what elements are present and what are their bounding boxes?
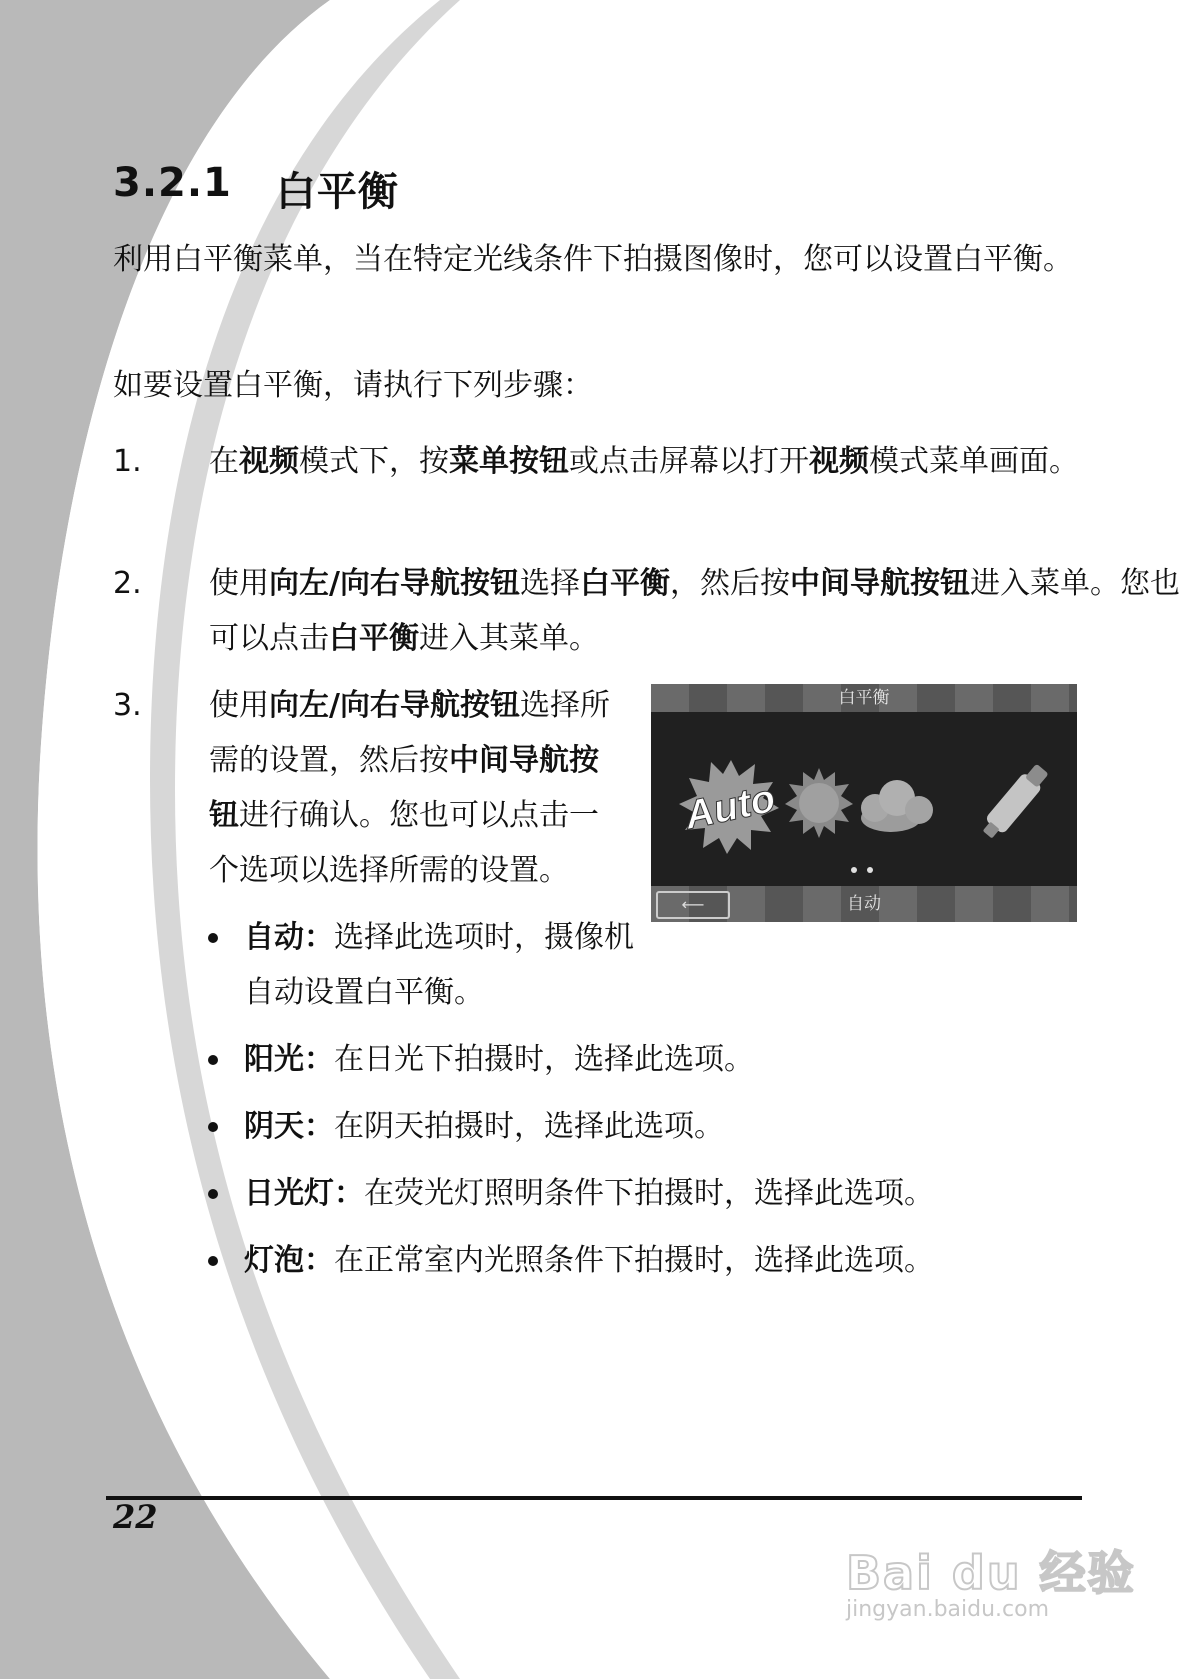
watermark-logo: Bai du 经验 [846, 1546, 1136, 1600]
text-run: 使用 [209, 566, 269, 601]
lead-paragraph: 如要设置白平衡，请执行下列步骤： [113, 368, 593, 403]
bold-term: 中间导航按钮 [209, 743, 599, 833]
option-name: 阳光： [244, 1042, 334, 1077]
bold-term: 菜单按钮 [449, 444, 569, 479]
option-desc: 在阴天拍摄时，选择此选项。 [334, 1109, 724, 1144]
section-heading [113, 160, 399, 217]
sun-icon [785, 768, 853, 838]
option-item [208, 1166, 1108, 1221]
option-name: 灯泡： [244, 1243, 334, 1278]
baidu-watermark [846, 1505, 1136, 1625]
menu-header-bar [651, 684, 1077, 712]
option-item [208, 1032, 1108, 1087]
option-list [208, 910, 1108, 1300]
step-number: 1. [113, 444, 142, 479]
option-item [208, 1233, 1108, 1288]
bold-term: 白平衡 [329, 621, 419, 656]
step-number: 3. [113, 688, 142, 723]
step-text [209, 556, 1191, 666]
text-run: 在 [209, 444, 239, 479]
fluorescent-tube-icon [978, 761, 1052, 842]
menu-selected-option: 自动 [847, 894, 881, 914]
return-arrow-icon: ⟵ [681, 895, 705, 914]
bullet-icon [208, 1256, 218, 1266]
footer-rule [106, 1496, 1082, 1500]
option-desc: 在正常室内光照条件下拍摄时，选择此选项。 [334, 1243, 934, 1278]
text-run: 或点击屏幕以打开 [569, 444, 809, 479]
option-item [208, 910, 644, 1020]
text-run: 模式菜单画面。 [869, 444, 1079, 479]
bold-term: 白平衡 [579, 566, 670, 601]
option-name: 阴天： [244, 1109, 334, 1144]
bullet-icon [208, 1189, 218, 1199]
bold-term: 向左/向右导航按钮 [269, 688, 520, 723]
bold-term: 视频 [809, 444, 869, 479]
text-run: 模式下，按 [299, 444, 449, 479]
option-item [208, 1099, 1108, 1154]
bullet-icon [208, 933, 218, 943]
text-run: 进入其菜单。 [419, 621, 599, 656]
menu-options-area [651, 712, 1077, 886]
text-run: 选择 [519, 566, 580, 601]
text-run: 使用 [209, 688, 269, 723]
section-title: 白平衡 [275, 169, 399, 215]
watermark-url: jingyan.baidu.com [846, 1597, 1050, 1622]
text-run: 选择所需的设置，然后按 [209, 688, 610, 778]
bold-term: 向左/向右导航按钮 [269, 566, 520, 601]
bullet-icon [208, 1055, 218, 1065]
page-indicator-dot [851, 867, 857, 873]
text-run: 进入菜单。您也可以点击 [209, 566, 1180, 656]
bold-term: 中间导航按钮 [789, 566, 970, 601]
white-balance-menu-screenshot [651, 684, 1077, 922]
option-desc: 选择此选项时，摄像机自动设置白平衡。 [244, 920, 634, 1010]
option-desc: 在日光下拍摄时，选择此选项。 [334, 1042, 754, 1077]
auto-text: Auto [680, 776, 780, 839]
option-desc: 在荧光灯照明条件下拍摄时，选择此选项。 [364, 1176, 934, 1211]
option-name: 自动： [244, 920, 334, 955]
intro-paragraph: 利用白平衡菜单，当在特定光线条件下拍摄图像时，您可以设置白平衡。 [113, 242, 1073, 277]
page-indicator-dot [867, 867, 873, 873]
step-number: 2. [113, 566, 142, 601]
section-number: 3.2.1 [113, 160, 232, 206]
cloud-icon [861, 780, 933, 832]
menu-header-title: 白平衡 [838, 688, 890, 708]
text-run: 进行确认。您也可以点击一个选项以选择所需的设置。 [209, 798, 599, 888]
bold-term: 视频 [239, 444, 299, 479]
page-number: 22 [113, 1498, 158, 1536]
auto-icon [679, 760, 779, 854]
bullet-icon [208, 1122, 218, 1132]
text-run: ，然后按 [669, 566, 790, 601]
option-name: 日光灯： [244, 1176, 364, 1211]
step-text [209, 434, 1191, 489]
step-text [209, 678, 619, 898]
